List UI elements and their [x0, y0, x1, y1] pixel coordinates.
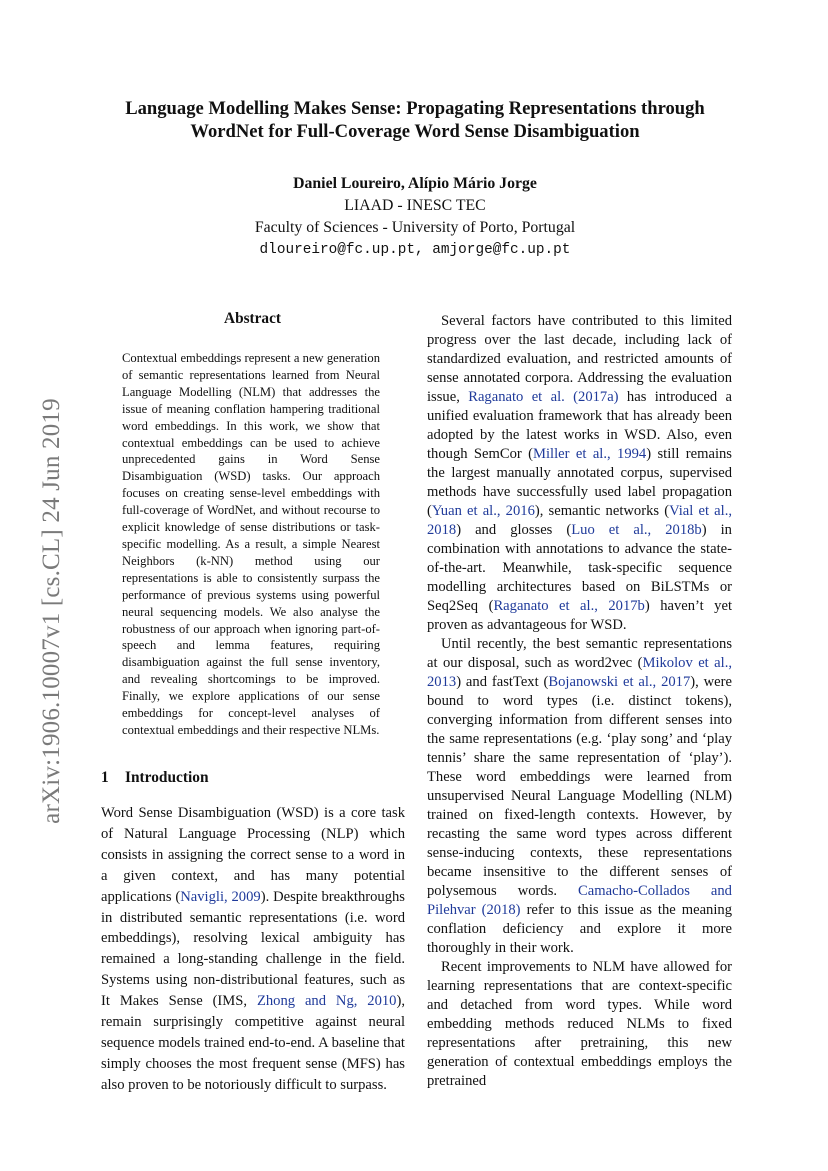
citation-link[interactable]: Raganato et al. (2017a)	[468, 389, 619, 405]
author-block	[90, 173, 740, 261]
text-run: ), semantic networks (	[534, 503, 670, 519]
right-paragraph-1	[427, 312, 732, 635]
citation-link[interactable]: Yuan et al., 2016	[431, 503, 535, 519]
arxiv-identifier	[37, 372, 67, 850]
section-number: 1	[101, 769, 109, 786]
abstract-text: Contextual embeddings represent a new generation of semantic representations learned from Neural Language Modelling (NLM) that addresses the issue of meaning conflation hampering traditional word embeddings. In this work, we show that contextual embeddings can be used to achieve unprecedented gains in Word Sense Disambiguation (WSD) tasks. Our approach focuses on creating sense-level embeddings with full-coverage of WordNet, and without recourse to explicit knowledge of sense distributions or task-specific modelling. As a result, a simple Nearest Neighbors (k-NN) method using our representations is able to consistently surpass the performance of previous systems using powerful neural sequencing models. We also analyse the robustness of our approach when ignoring part-of-speech and lemma features, requiring disambiguation against the full sense inventory, and revealing shortcomings to be improved. Finally, we explore applications of our sense embeddings for concept-level analyses of contextual embeddings and their respective NLMs.	[122, 351, 380, 737]
text-run: ) and glosses (	[456, 522, 572, 538]
citation-link[interactable]: Navigli, 2009	[180, 888, 261, 905]
citation-link[interactable]: Raganato et al., 2017b	[493, 598, 645, 614]
section-heading-introduction	[101, 769, 209, 787]
citation-link[interactable]: Miller et al., 1994	[533, 446, 647, 462]
abstract-heading: Abstract	[224, 310, 281, 327]
text-run: ) and fastText (	[456, 674, 549, 690]
text-run: Several factors have contributed to this limited progress over the last decade, including lack of standardized evaluation, and restricted amounts of sense annotated corpora. Addressing the evaluation issue,	[427, 313, 732, 405]
title-line-1: Language Modelling Makes Sense: Propagating Representations through	[125, 98, 705, 119]
citation-link[interactable]: Camacho-Collados and Pilehvar (2018)	[427, 883, 732, 918]
text-run: Word Sense Disambiguation (WSD) is a core task of Natural Language Processing (NLP) which consists in assigning the correct sense to a word in a given context, and has many potential applications (	[101, 805, 405, 905]
section-title: Introduction	[125, 769, 209, 786]
citation-link[interactable]: Vial et al., 2018	[427, 503, 732, 538]
text-run: ) haven’t yet proven as advantageous for WSD.	[427, 598, 733, 633]
citation-link[interactable]: Bojanowski et al., 2017	[548, 674, 691, 690]
citation-link[interactable]: Mikolov et al., 2013	[427, 655, 732, 690]
arxiv-identifier-text: arXiv:1906.10007v1 [cs.CL] 24 Jun 2019	[38, 398, 65, 824]
paper-title	[90, 97, 740, 143]
citation-link[interactable]: Luo et al., 2018b	[571, 522, 702, 538]
right-paragraph-2	[427, 635, 732, 958]
text-run: ) still remains the largest manually annotated corpus, supervised methods have successfully used label propagation (	[427, 446, 732, 519]
text-run: ) in combination with annotations to advance the state-of-the-art. Meanwhile, task-specific sequence modelling architectures based on BiLSTMs or Seq2Seq (	[427, 522, 732, 614]
author-names: Daniel Loureiro, Alípio Mário Jorge	[293, 175, 537, 192]
text-run: ). Despite breakthroughs in distributed semantic representations (i.e. word embeddings), resolving lexical ambiguity has remained a long-standing challenge in the field. Systems using non-distributional features, such as It Makes Sense (IMS,	[101, 888, 405, 1010]
text-run: ), remain surprisingly competitive against neural sequence models trained end-to-end. A baseline that simply chooses the most frequent sense (MFS) has also proven to be notoriously difficult to surpass.	[101, 993, 405, 1093]
affiliation-2: Faculty of Sciences - University of Porto, Portugal	[254, 219, 576, 236]
text-run: has introduced a unified evaluation framework that has already been adopted by the latest works in WSD. Also, even though SemCor (	[427, 389, 733, 462]
right-column	[427, 312, 732, 1091]
text-run: Until recently, the best semantic representations at our disposal, such as word2vec (	[427, 636, 732, 671]
text-run: refer to this issue as the meaning conflation deficiency and explore it more thoroughly in their work.	[427, 902, 732, 956]
author-emails: dloureiro@fc.up.pt, amjorge@fc.up.pt	[259, 242, 571, 258]
title-line-2: WordNet for Full-Coverage Word Sense Disambiguation	[190, 121, 640, 142]
right-paragraph-3: Recent improvements to NLM have allowed for learning representations that are context-specific and detached from word types. While word embedding methods reduced NLMs to fixed representations after pretraining, this new generation of contextual embeddings employs the pretrained	[427, 959, 732, 1089]
affiliation-1: LIAAD - INESC TEC	[344, 197, 486, 214]
text-run: ), were bound to word types (i.e. distinct tokens), converging information from different senses into the same representations (e.g. ‘play song’ and ‘play tennis’ share the same representation of ‘play’). These word embeddings were learned from unsupervised Neural Language Modelling (NLM) trained on fixed-length contexts. However, by recasting the same word types across different sense-inducing contexts, these representations became insensitive to the different senses of polysemous words.	[427, 674, 732, 899]
intro-paragraph-1	[101, 803, 405, 1096]
citation-link[interactable]: Zhong and Ng, 2010	[256, 993, 397, 1010]
